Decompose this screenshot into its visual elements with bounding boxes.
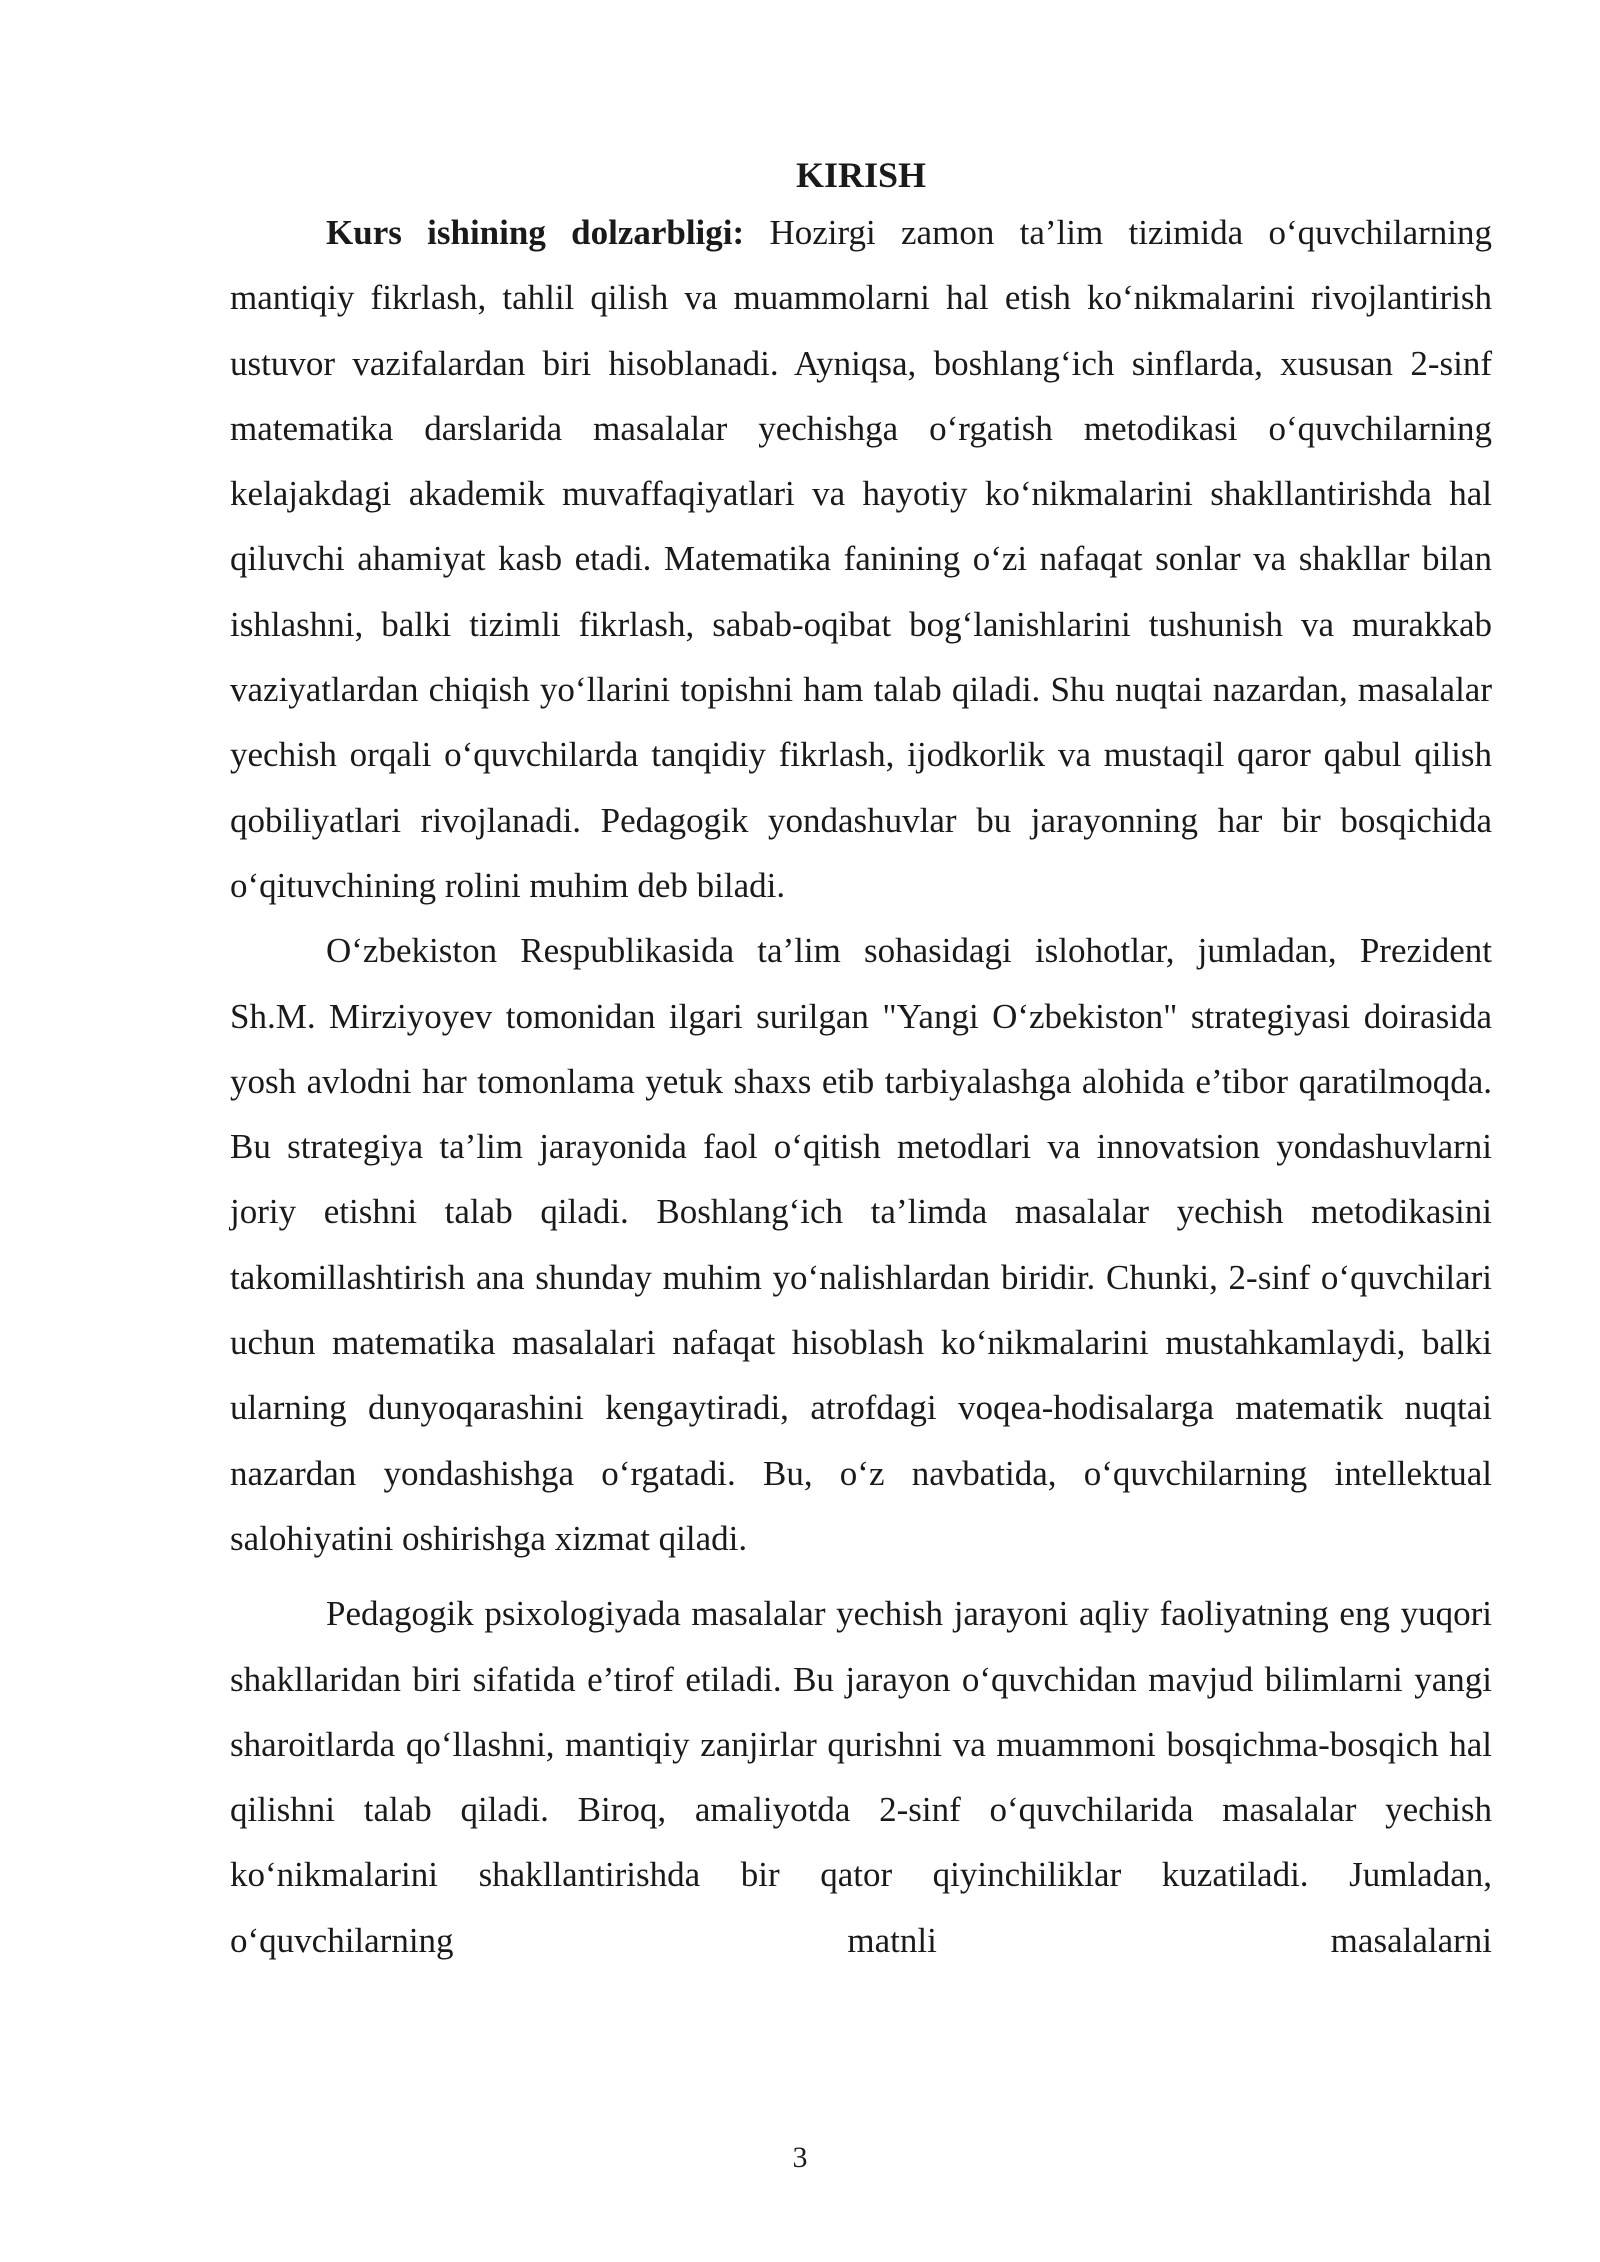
page-title: KIRISH xyxy=(795,155,927,195)
paragraph-text: O‘zbekiston Respublikasida ta’lim sohasidagi islohotlar, jumladan, Prezident Sh.M. Mirziyoyev tomonidan ilgari surilgan "Yangi O‘zbekiston" strategiyasi doirasida yosh avlodni har tomonlama yetuk shaxs etib tarbiyalashga alohida e’tibor qaratilmoqda. Bu strategiya ta’lim jarayonida faol o‘qitish metodlari va innovatsion yondashuvlarni joriy etishni talab qiladi. Boshlang‘ich ta’limda masalalar yechish metodikasini takomillashtirish ana shunday muhim yo‘nalishlardan biridir. Chunki, 2-sinf o‘quvchilari uchun matematika masalalari nafaqat hisoblash ko‘nikmalarini mustahkamlaydi, balki ularning dunyoqarashini kengaytiradi, atrofdagi voqea-hodisalarga matematik nuqtai nazardan yondashishga o‘rgatadi. Bu, o‘z navbatida, o‘quvchilarning intellektual salohiyatini oshirishga xizmat qiladi. xyxy=(230,931,1492,1558)
paragraph-text: Pedagogik psixologiyada masalalar yechish jarayoni aqliy faoliyatning eng yuqori shakllaridan biri sifatida e’tirof etiladi. Bu jarayon o‘quvchidan mavjud bilimlarni yangi sharoitlarda qo‘llashni, mantiqiy zanjirlar qurishni va muammoni bosqichma-bosqich hal qilishni talab qiladi. Biroq, amaliyotda 2-sinf o‘quvchilarida masalalar yechish ko‘nikmalarini shakllantirishda bir qator qiyinchiliklar kuzatiladi. Jumladan, o‘quvchilarning matnli masalalarni xyxy=(230,1594,1492,1960)
document-page xyxy=(230,150,1492,1973)
paragraph-relevance xyxy=(230,200,1492,918)
paragraph-reforms xyxy=(230,918,1492,1571)
page-number: 3 xyxy=(792,2141,808,2174)
paragraph-psychology xyxy=(230,1581,1492,1973)
paragraph-lead: Kurs ishining dolzarbligi: xyxy=(326,213,745,252)
paragraph-text: Hozirgi zamon ta’lim tizimida o‘quvchilarning mantiqiy fikrlash, tahlil qilish va muammolarni hal etish ko‘nikmalarini rivojlantirish ustuvor vazifalardan biri hisoblanadi. Ayniqsa, boshlang‘ich sinflarda, xususan 2-sinf matematika darslarida masalalar yechishga o‘rgatish metodikasi o‘quvchilarning kelajakdagi akademik muvaffaqiyatlari va hayotiy ko‘nikmalarini shakllantirishda hal qiluvchi ahamiyat kasb etadi. Matematika fanining o‘zi nafaqat sonlar va shakllar bilan ishlashni, balki tizimli fikrlash, sabab-oqibat bog‘lanishlarini tushunish va murakkab vaziyatlardan chiqish yo‘llarini topishni ham talab qiladi. Shu nuqtai nazardan, masalalar yechish orqali o‘quvchilarda tanqidiy fikrlash, ijodkorlik va mustaqil qaror qabul qilish qobiliyatlari rivojlanadi. Pedagogik yondashuvlar bu jarayonning har bir bosqichida o‘qituvchining rolini muhim deb biladi. xyxy=(230,213,1493,905)
